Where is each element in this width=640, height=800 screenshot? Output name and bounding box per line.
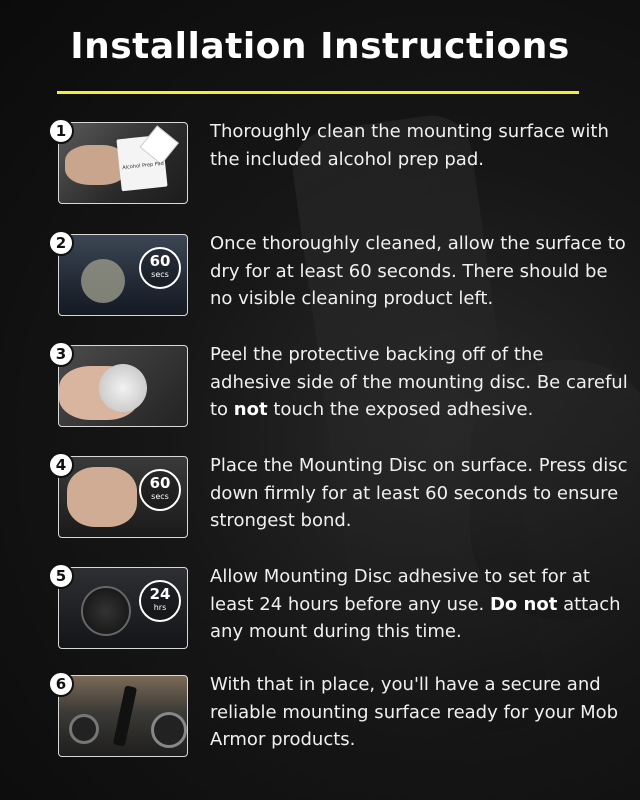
step-text: Once thoroughly cleaned, allow the surface to dry for at least 60 seconds. There should be no visible cleaning product left. bbox=[210, 233, 626, 309]
step-image bbox=[58, 345, 188, 427]
step-image bbox=[58, 567, 188, 649]
step-3 bbox=[48, 341, 628, 431]
timer-icon: 60 secs bbox=[139, 469, 181, 511]
step-number: 2 bbox=[48, 230, 74, 256]
step-number: 6 bbox=[48, 671, 74, 697]
step-4 bbox=[48, 452, 628, 542]
step-text: Peel the protective backing off of the adhesive side of the mounting disc. Be careful to not touch the exposed adhesive. bbox=[210, 344, 628, 420]
step-number: 1 bbox=[48, 118, 74, 144]
step-5 bbox=[48, 563, 621, 653]
step-1 bbox=[48, 118, 608, 208]
page-title: Installation Instructions bbox=[70, 26, 570, 67]
mounting-disc-image bbox=[99, 364, 147, 412]
step-number: 3 bbox=[48, 341, 74, 367]
step-image bbox=[58, 234, 188, 316]
mounting-disc-image bbox=[81, 586, 131, 636]
title-underline bbox=[57, 91, 579, 94]
step-text: Thoroughly clean the mounting surface with the included alcohol prep pad. bbox=[210, 121, 609, 170]
timer-icon: 60 secs bbox=[139, 247, 181, 289]
step-text: Place the Mounting Disc on surface. Press disc down firmly for at least 60 seconds to ensure strongest bond. bbox=[210, 455, 628, 531]
prep-pad-image: Alcohol Prep Pad bbox=[116, 135, 167, 192]
step-number: 5 bbox=[48, 563, 74, 589]
step-image bbox=[58, 675, 188, 757]
timer-icon: 24 hrs bbox=[139, 580, 181, 622]
step-2 bbox=[48, 230, 626, 320]
step-6 bbox=[48, 671, 619, 761]
step-image bbox=[58, 456, 188, 538]
step-text: Allow Mounting Disc adhesive to set for at least 24 hours before any use. Do not attach any mount during this time. bbox=[210, 566, 621, 642]
step-image bbox=[58, 122, 188, 204]
step-number: 4 bbox=[48, 452, 74, 478]
phone-mount-image bbox=[113, 685, 137, 746]
step-text: With that in place, you'll have a secure and reliable mounting surface ready for your Mob Armor products. bbox=[210, 674, 619, 750]
